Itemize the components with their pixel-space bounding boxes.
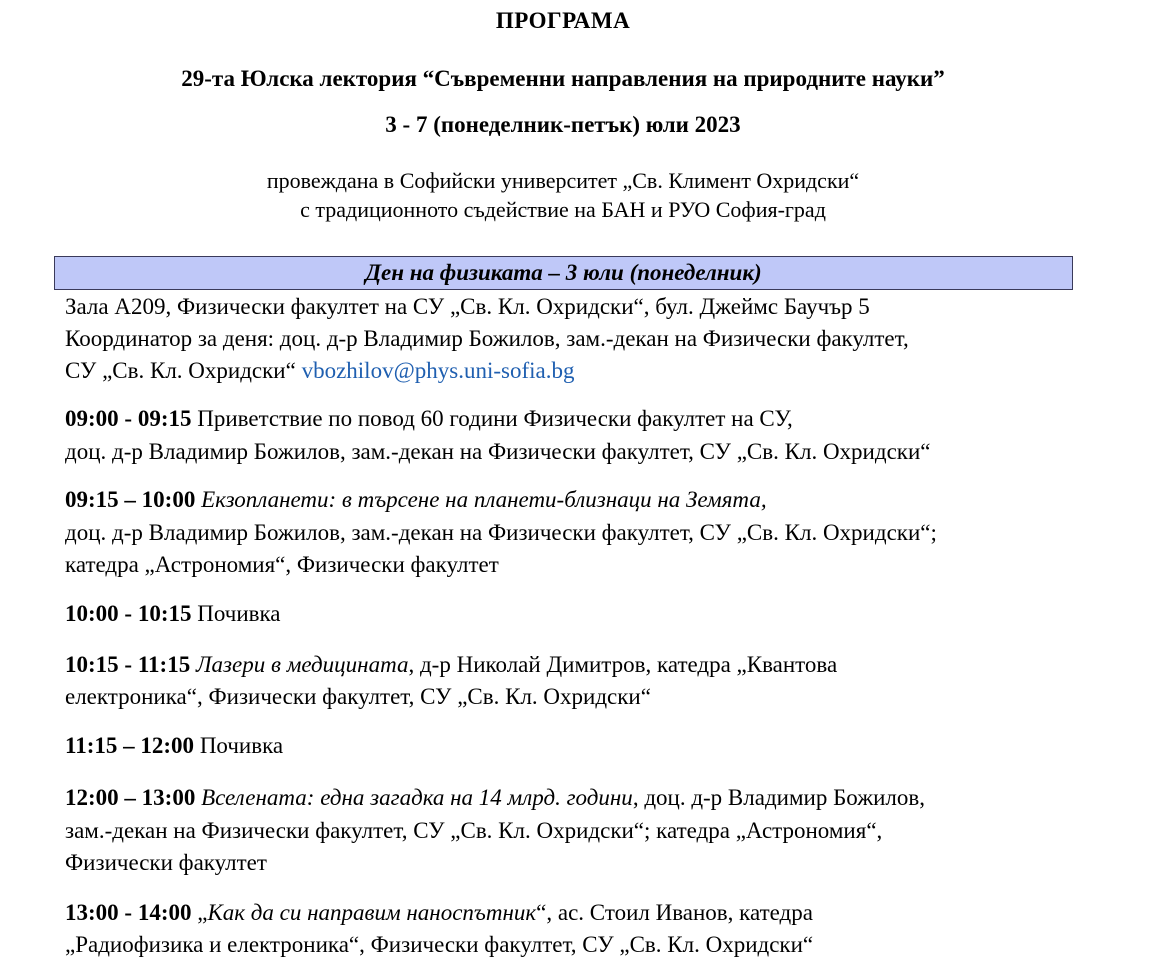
event-dates: 3 - 7 (понеделник-петък) юли 2023 [385,112,741,137]
host-line-2: с традиционното съдействие на БАН и РУО София-град [300,197,826,222]
schedule-time: 09:00 - 09:15 [65,406,192,431]
schedule-item-2-line-1 [65,485,767,515]
schedule-item-7-line-2: „Радиофизика и електроника“, Физически факултет, СУ „Св. Кл. Охридски“ [65,932,814,957]
schedule-text: Приветствие по повод 60 години Физически факултет на СУ, [191,406,793,431]
schedule-item-2-line-3: катедра „Астрономия“, Физически факултет [65,552,499,577]
schedule-item-2-line-2: доц. д-р Владимир Божилов, зам.-декан на Физически факултет, СУ „Св. Кл. Охридски“; [65,520,937,545]
schedule-item-6-line-3: Физически факултет [65,850,267,875]
schedule-item-7-line-1 [65,898,813,928]
lecture-series-title: 29-та Юлска лектория “Съвременни направления на природните науки” [181,66,945,91]
schedule-item-4-line-2: електроника“, Физически факултет, СУ „Св. Кл. Охридски“ [65,684,651,709]
schedule-time: 13:00 - 14:00 [65,900,192,925]
schedule-time: 09:15 – 10:00 [65,487,196,512]
coordinator-affiliation: СУ „Св. Кл. Охридски“ [65,358,302,383]
schedule-item-4-line-1 [65,650,837,680]
schedule-text: Почивка [191,601,281,626]
coordinator-email-link[interactable]: vbozhilov@phys.uni-sofia.bg [301,358,575,383]
day-heading: Ден на физиката – 3 юли (понеделник) [54,256,1073,290]
schedule-item-3-line-1 [65,599,281,629]
coordinator-line-2 [65,356,574,386]
lecture-title: Вселената: една загадка на 14 млрд. години [195,785,633,810]
schedule-time: 12:00 – 13:00 [65,785,196,810]
schedule-item-1-line-2: доц. д-р Владимир Божилов, зам.-декан на Физически факултет, СУ „Св. Кл. Охридски“ [65,439,931,464]
schedule-text: „ [191,900,208,925]
schedule-time: 11:15 – 12:00 [65,733,195,758]
schedule-item-5-line-1 [65,731,283,761]
schedule-text: Почивка [194,733,284,758]
host-line-1: провеждана в Софийски университет „Св. Климент Охридски“ [266,168,860,193]
schedule-text: , д-р Николай Димитров, катедра „Квантова [408,652,838,677]
lecture-title: Как да си направим наноспътник [207,900,537,925]
coordinator-line-1: Координатор за деня: доц. д-р Владимир Божилов, зам.-декан на Физически факултет, [65,326,909,351]
schedule-time: 10:15 - 11:15 [65,652,191,677]
page-title: ПРОГРАМА [495,8,631,33]
venue-line: Зала А209, Физически факултет на СУ „Св. Кл. Охридски“, бул. Джеймс Баучър 5 [65,294,870,319]
schedule-item-1-line-1 [65,404,793,434]
schedule-item-6-line-1 [65,783,925,813]
lecture-title: Екзопланети: в търсене на планети-близнаци на Земята, [195,487,767,512]
lecture-title: Лазери в медицината [190,652,409,677]
schedule-text: “, ас. Стоил Иванов, катедра [536,900,813,925]
schedule-time: 10:00 - 10:15 [65,601,192,626]
schedule-item-6-line-2: зам.-декан на Физически факултет, СУ „Св. Кл. Охридски“; катедра „Астрономия“, [65,818,883,843]
schedule-text: , доц. д-р Владимир Божилов, [632,785,926,810]
